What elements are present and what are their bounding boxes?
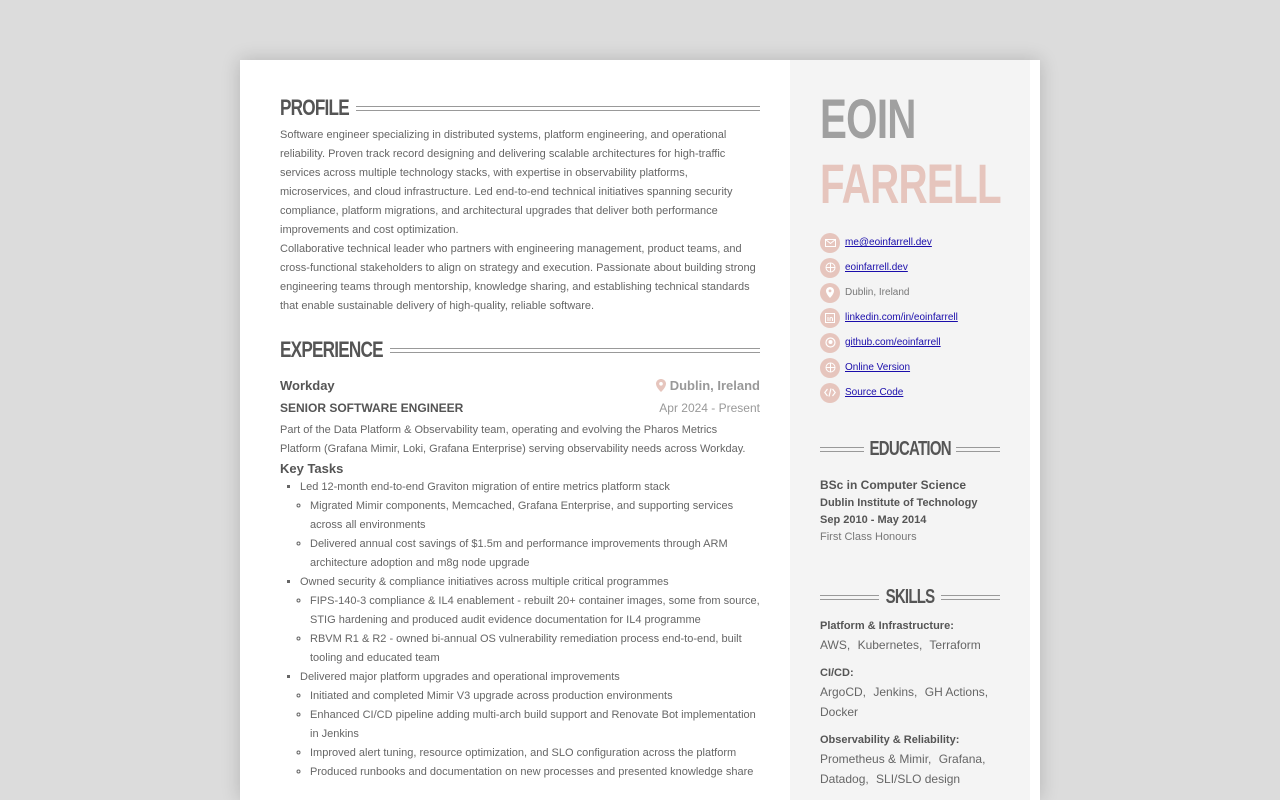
skill-category: Observability & Reliability: [820, 734, 960, 746]
code-icon [820, 383, 840, 403]
skill-item: Datadog, [820, 772, 869, 786]
task-text: Led 12-month end-to-end Graviton migration of entire metrics platform stack [300, 481, 670, 493]
skills-section-header [820, 582, 1000, 612]
task-text: Delivered major platform upgrades and operational improvements [300, 671, 620, 683]
job-entry [280, 378, 760, 782]
mail-icon [820, 233, 840, 253]
sidebar [790, 60, 1030, 800]
first-name: EOIN [820, 87, 916, 150]
list-item [300, 668, 760, 782]
education-honours: First Class Honours [820, 531, 917, 543]
contact-item-website[interactable] [820, 255, 958, 280]
contact-website-link[interactable]: eoinfarrell.dev [845, 262, 908, 273]
list-item: ◦ FIPS-140-3 compliance & IL4 enablement - rebuilt 20+ container images, some from source, STIG hardening and produced audit evidence documentation for IL4 programme [310, 592, 760, 630]
subtask-list [300, 687, 760, 782]
contact-location-text: Dublin, Ireland [845, 287, 910, 298]
task-text: Owned security & compliance initiatives across multiple critical programmes [300, 576, 669, 588]
job-description: Part of the Data Platform & Observability team, operating and evolving the Pharos Metrics Platform (Grafana Mimir, Loki, Grafana Enterprise) serving observability needs across Workday. [280, 424, 746, 455]
contact-item-location [820, 280, 958, 305]
contact-item-online-version[interactable] [820, 355, 958, 380]
list-item [300, 573, 760, 668]
profile-section-header [280, 92, 760, 124]
list-item: ◦ Migrated Mimir components, Memcached, Grafana Enterprise, and supporting services across all environments [310, 497, 760, 535]
job-header [280, 378, 760, 393]
skill-item: GH Actions, [924, 685, 989, 699]
skill-item: Grafana, [938, 752, 986, 766]
subtask-list [300, 497, 760, 573]
list-item: ◦ Initiated and completed Mimir V3 upgrade across production environments [310, 687, 760, 706]
skill-item: AWS, [820, 638, 851, 652]
job-location [656, 378, 760, 393]
heading-rule [956, 447, 1000, 452]
linkedin-icon [820, 308, 840, 328]
list-item: ◦ RBVM R1 & R2 - owned bi-annual OS vulnerability remediation process end-to-end, built tooling and educated team [310, 630, 760, 668]
skill-item: Prometheus & Mimir, [820, 752, 932, 766]
skill-list [820, 635, 1000, 655]
list-item [300, 478, 760, 573]
resume-page [240, 60, 1040, 800]
skill-category: CI/CD: [820, 667, 854, 679]
skill-category: Platform & Infrastructure: [820, 620, 954, 632]
education-dates: Sep 2010 - May 2014 [820, 514, 927, 526]
contact-list [820, 230, 958, 405]
heading-rule [356, 106, 760, 111]
globe-icon [820, 258, 840, 278]
profile-paragraph-2: Collaborative technical leader who partners with engineering management, product teams, and cross-functional stakeholders to align on strategy and execution. Passionate about building strong engineering teams through mentorship, knowledge sharing, and establishing technical standards that enable sustainable delivery of high-quality, reliable software. [280, 243, 756, 312]
degree-title: BSc in Computer Science [820, 478, 967, 492]
location-pin-icon [656, 379, 666, 392]
heading-rule [941, 595, 1000, 600]
skills-heading: SKILLS [885, 585, 935, 608]
education-section-header [820, 434, 1000, 464]
list-item: ◦ Delivered annual cost savings of $1.5m and performance improvements through ARM architecture adoption and m8g node upgrade [310, 535, 760, 573]
skill-item: Kubernetes, [857, 638, 923, 652]
contact-item-source-code[interactable] [820, 380, 958, 405]
contact-linkedin-link[interactable]: linkedin.com/in/eoinfarrell [845, 312, 958, 323]
skill-list [820, 682, 1000, 722]
skills-section [820, 582, 1000, 789]
list-item: ◦ Produced runbooks and documentation on new processes and presented knowledge share [310, 763, 760, 782]
last-name: FARRELL [820, 152, 1001, 215]
education-section [820, 434, 1000, 543]
education-heading: EDUCATION [869, 437, 951, 460]
contact-source-code-link[interactable]: Source Code [845, 387, 904, 398]
job-title: SENIOR SOFTWARE ENGINEER [280, 401, 464, 415]
skill-item: Terraform [929, 638, 981, 652]
job-role-row [280, 401, 760, 415]
profile-heading: PROFILE [280, 95, 349, 120]
contact-online-version-link[interactable]: Online Version [845, 362, 911, 373]
job-location-text: Dublin, Ireland [669, 378, 760, 393]
job-dates: Apr 2024 - Present [659, 401, 760, 415]
institution-name: Dublin Institute of Technology [820, 497, 978, 509]
skill-item: SLI/SLO design [876, 772, 961, 786]
key-tasks-heading: Key Tasks [280, 461, 344, 476]
github-icon [820, 333, 840, 353]
skill-item: Jenkins, [873, 685, 918, 699]
contact-item-linkedin[interactable] [820, 305, 958, 330]
globe-icon [820, 358, 840, 378]
heading-rule [390, 348, 760, 353]
company-name: Workday [280, 378, 335, 393]
experience-heading: EXPERIENCE [280, 337, 383, 362]
contact-item-github[interactable] [820, 330, 958, 355]
skill-item: ArgoCD, [820, 685, 867, 699]
subtask-list [300, 592, 760, 668]
list-item: ◦ Improved alert tuning, resource optimization, and SLO configuration across the platform [310, 744, 760, 763]
skill-list [820, 749, 1000, 789]
location-pin-icon [820, 283, 840, 303]
main-column [280, 92, 760, 782]
contact-email-link[interactable]: me@eoinfarrell.dev [845, 237, 932, 248]
task-list [280, 478, 760, 782]
profile-paragraph-1: Software engineer specializing in distributed systems, platform engineering, and operational reliability. Proven track record designing and delivering scalable architectures for high-traffic services across multiple technology stacks, with expertise in observability platforms, microservices, and cloud infrastructure. Led end-to-end technical initiatives spanning security compliance, platform migrations, and architectural upgrades that deliver both performance improvements and cost optimization. [280, 129, 733, 236]
skill-item: Docker [820, 705, 859, 719]
heading-rule [820, 447, 864, 452]
heading-rule [820, 595, 879, 600]
list-item: ◦ Enhanced CI/CD pipeline adding multi-arch build support and Renovate Bot implementation in Jenkins [310, 706, 760, 744]
contact-github-link[interactable]: github.com/eoinfarrell [845, 337, 941, 348]
experience-section-header [280, 334, 760, 366]
contact-item-email[interactable] [820, 230, 958, 255]
